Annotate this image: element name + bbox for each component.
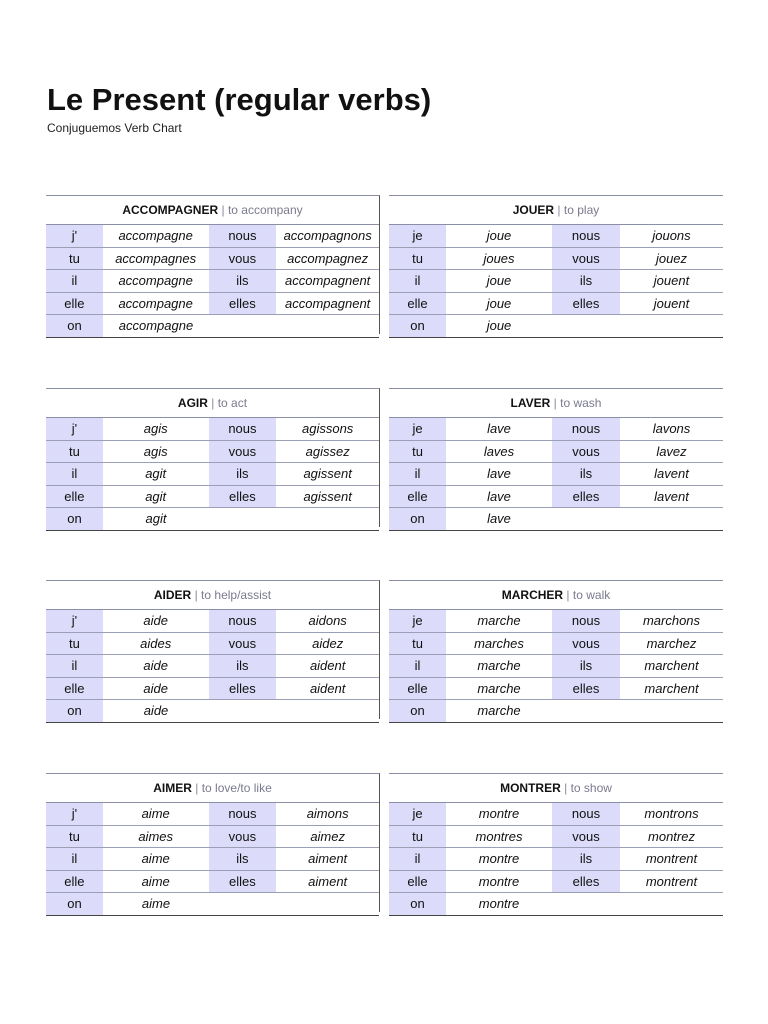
verb-meaning: to accompany bbox=[227, 203, 303, 217]
pronoun-singular: j' bbox=[46, 610, 103, 632]
conjugation-plural: marchent bbox=[644, 680, 699, 696]
conjugation-row bbox=[46, 508, 379, 531]
conjugation-plural: aimons bbox=[306, 806, 349, 822]
pronoun-singular: tu bbox=[389, 248, 446, 270]
conjugation-singular: aime bbox=[141, 896, 171, 912]
conjugation-singular: lave bbox=[487, 466, 511, 482]
conjugation-plural: montrons bbox=[644, 806, 699, 822]
empty-cell bbox=[209, 700, 379, 722]
pronoun-plural: vous bbox=[209, 633, 277, 655]
conjugation-plural: agissez bbox=[305, 443, 350, 459]
verb-table-aider bbox=[46, 580, 380, 719]
conjugation-row bbox=[46, 486, 379, 509]
pronoun-plural: nous bbox=[552, 610, 620, 632]
conjugation-singular: marche bbox=[477, 680, 521, 696]
pronoun-singular: tu bbox=[46, 826, 103, 848]
pronoun-plural: elles bbox=[552, 293, 620, 315]
verb-table-header bbox=[46, 581, 379, 610]
pronoun-singular: tu bbox=[46, 441, 103, 463]
empty-cell bbox=[209, 508, 379, 530]
conjugation-singular: lave bbox=[487, 488, 511, 504]
empty-cell bbox=[552, 700, 723, 722]
conjugation-singular: montre bbox=[478, 806, 520, 822]
conjugation-plural: aidons bbox=[308, 613, 347, 629]
conjugation-singular: marche bbox=[477, 703, 521, 719]
verb-infinitive: JOUER bbox=[512, 203, 555, 217]
conjugation-row bbox=[389, 248, 723, 271]
verb-separator: | bbox=[221, 203, 225, 217]
conjugation-row bbox=[46, 678, 379, 701]
empty-cell bbox=[209, 315, 379, 337]
conjugation-singular: accompagne bbox=[118, 295, 193, 311]
page-title: Le Present (regular verbs) bbox=[47, 82, 432, 117]
pronoun-singular: j' bbox=[46, 803, 103, 825]
verb-separator: | bbox=[557, 203, 561, 217]
pronoun-singular: on bbox=[46, 700, 103, 722]
conjugation-singular: lave bbox=[487, 511, 511, 527]
conjugation-singular: marche bbox=[477, 613, 521, 629]
conjugation-row bbox=[46, 463, 379, 486]
pronoun-plural: nous bbox=[552, 418, 620, 440]
conjugation-singular: agit bbox=[145, 466, 167, 482]
conjugation-singular: joue bbox=[486, 228, 512, 244]
conjugation-plural: jouent bbox=[653, 295, 690, 311]
conjugation-row bbox=[389, 871, 723, 894]
pronoun-plural: elles bbox=[209, 871, 277, 893]
conjugation-row bbox=[389, 270, 723, 293]
conjugation-row bbox=[389, 508, 723, 531]
verb-table-montrer bbox=[389, 773, 723, 912]
conjugation-row bbox=[46, 248, 379, 271]
conjugation-row bbox=[389, 418, 723, 441]
conjugation-row bbox=[46, 803, 379, 826]
conjugation-singular: joue bbox=[486, 273, 512, 289]
conjugation-singular: aime bbox=[141, 851, 170, 867]
conjugation-row bbox=[46, 418, 379, 441]
verb-separator: | bbox=[564, 781, 568, 795]
conjugation-singular: aide bbox=[143, 680, 168, 696]
pronoun-plural: nous bbox=[209, 803, 277, 825]
conjugation-plural: accompagnez bbox=[287, 250, 369, 266]
conjugation-plural: lavent bbox=[654, 466, 689, 482]
conjugation-row bbox=[389, 826, 723, 849]
pronoun-singular: on bbox=[46, 315, 103, 337]
conjugation-singular: accompagne bbox=[118, 228, 193, 244]
conjugation-plural: lavent bbox=[654, 488, 689, 504]
verb-separator: | bbox=[195, 781, 199, 795]
pronoun-plural: vous bbox=[552, 441, 620, 463]
verb-table-header bbox=[389, 196, 723, 225]
conjugation-singular: aides bbox=[140, 635, 172, 651]
pronoun-plural: vous bbox=[209, 441, 277, 463]
pronoun-singular: elle bbox=[46, 678, 103, 700]
pronoun-plural: vous bbox=[552, 248, 620, 270]
pronoun-singular: je bbox=[389, 418, 446, 440]
pronoun-plural: elles bbox=[209, 678, 277, 700]
conjugation-singular: agit bbox=[145, 511, 167, 527]
verb-infinitive: LAVER bbox=[510, 396, 551, 410]
conjugation-row bbox=[46, 610, 379, 633]
pronoun-singular: il bbox=[46, 655, 103, 677]
empty-cell bbox=[209, 893, 379, 915]
pronoun-singular: tu bbox=[389, 826, 446, 848]
pronoun-plural: elles bbox=[552, 678, 620, 700]
conjugation-plural: montrez bbox=[648, 828, 695, 844]
conjugation-row bbox=[46, 655, 379, 678]
conjugation-plural: jouent bbox=[653, 273, 690, 289]
conjugation-row bbox=[389, 678, 723, 701]
pronoun-plural: elles bbox=[209, 293, 277, 315]
pronoun-singular: j' bbox=[46, 418, 103, 440]
verb-meaning: to wash bbox=[560, 396, 602, 410]
conjugation-plural: lavez bbox=[656, 443, 687, 459]
verb-table-header bbox=[389, 389, 723, 418]
verb-table-aimer bbox=[46, 773, 380, 912]
pronoun-singular: on bbox=[389, 700, 446, 722]
pronoun-plural: nous bbox=[552, 225, 620, 247]
pronoun-plural: ils bbox=[209, 463, 277, 485]
verb-table-laver bbox=[389, 388, 723, 527]
conjugation-row bbox=[46, 270, 379, 293]
conjugation-row bbox=[46, 293, 379, 316]
verb-meaning: to love/to like bbox=[201, 781, 272, 795]
conjugation-singular: joues bbox=[483, 250, 515, 266]
conjugation-row bbox=[46, 700, 379, 723]
pronoun-singular: elle bbox=[46, 486, 103, 508]
conjugation-row bbox=[389, 803, 723, 826]
conjugation-plural: marchent bbox=[644, 658, 699, 674]
pronoun-singular: je bbox=[389, 610, 446, 632]
pronoun-plural: nous bbox=[209, 610, 277, 632]
pronoun-plural: vous bbox=[552, 826, 620, 848]
conjugation-row bbox=[389, 315, 723, 338]
pronoun-plural: ils bbox=[552, 848, 620, 870]
pronoun-singular: elle bbox=[389, 678, 446, 700]
conjugation-singular: aime bbox=[141, 806, 170, 822]
conjugation-row bbox=[389, 893, 723, 916]
verb-meaning: to show bbox=[570, 781, 612, 795]
verb-meaning: to act bbox=[217, 396, 248, 410]
conjugation-plural: aident bbox=[309, 658, 346, 674]
verb-table-accompagner bbox=[46, 195, 380, 334]
pronoun-plural: elles bbox=[209, 486, 277, 508]
conjugation-singular: montre bbox=[478, 873, 520, 889]
conjugation-plural: lavons bbox=[652, 421, 691, 437]
conjugation-plural: jouez bbox=[655, 250, 688, 266]
conjugation-row bbox=[389, 700, 723, 723]
conjugation-plural: montrent bbox=[645, 873, 698, 889]
conjugation-plural: agissons bbox=[302, 421, 354, 437]
conjugation-plural: aident bbox=[309, 680, 346, 696]
pronoun-singular: elle bbox=[389, 486, 446, 508]
pronoun-plural: ils bbox=[552, 270, 620, 292]
conjugation-singular: joue bbox=[486, 295, 512, 311]
conjugation-row bbox=[46, 225, 379, 248]
pronoun-singular: il bbox=[389, 848, 446, 870]
conjugation-plural: accompagnons bbox=[283, 228, 372, 244]
verb-infinitive: ACCOMPAGNER bbox=[122, 203, 219, 217]
conjugation-plural: aiment bbox=[308, 873, 348, 889]
verb-table-marcher bbox=[389, 580, 723, 719]
conjugation-plural: accompagnent bbox=[285, 273, 371, 289]
verb-table-header bbox=[46, 389, 379, 418]
conjugation-singular: agis bbox=[143, 443, 168, 459]
conjugation-row bbox=[46, 315, 379, 338]
conjugation-singular: aide bbox=[143, 658, 168, 674]
conjugation-singular: agit bbox=[145, 488, 167, 504]
pronoun-singular: elle bbox=[389, 293, 446, 315]
pronoun-plural: nous bbox=[209, 225, 277, 247]
conjugation-row bbox=[389, 486, 723, 509]
verb-separator: | bbox=[194, 588, 198, 602]
conjugation-plural: accompagnent bbox=[285, 295, 371, 311]
conjugation-singular: montres bbox=[475, 828, 523, 844]
pronoun-singular: on bbox=[46, 508, 103, 530]
conjugation-singular: montre bbox=[478, 851, 520, 867]
conjugation-singular: aide bbox=[143, 703, 169, 719]
conjugation-singular: marche bbox=[477, 658, 521, 674]
conjugation-plural: marchez bbox=[646, 635, 697, 651]
verb-table-header bbox=[389, 774, 723, 803]
pronoun-plural: ils bbox=[209, 848, 277, 870]
conjugation-plural: montrent bbox=[645, 851, 698, 867]
conjugation-plural: agissent bbox=[303, 466, 352, 482]
conjugation-plural: agissent bbox=[303, 488, 352, 504]
conjugation-row bbox=[46, 633, 379, 656]
conjugation-singular: aimes bbox=[138, 828, 174, 844]
verb-separator: | bbox=[211, 396, 215, 410]
verb-table-header bbox=[389, 581, 723, 610]
conjugation-singular: lave bbox=[487, 421, 511, 437]
conjugation-singular: aime bbox=[141, 873, 170, 889]
pronoun-singular: tu bbox=[46, 248, 103, 270]
pronoun-plural: nous bbox=[552, 803, 620, 825]
empty-cell bbox=[552, 315, 723, 337]
verb-infinitive: AIDER bbox=[153, 588, 192, 602]
pronoun-singular: il bbox=[389, 655, 446, 677]
pronoun-singular: il bbox=[46, 463, 103, 485]
conjugation-row bbox=[46, 893, 379, 916]
conjugation-row bbox=[46, 848, 379, 871]
verb-meaning: to help/assist bbox=[201, 588, 272, 602]
pronoun-singular: elle bbox=[46, 871, 103, 893]
conjugation-plural: marchons bbox=[642, 613, 701, 629]
conjugation-singular: montre bbox=[478, 896, 520, 912]
verb-table-jouer bbox=[389, 195, 723, 334]
pronoun-plural: ils bbox=[209, 655, 277, 677]
pronoun-plural: nous bbox=[209, 418, 277, 440]
pronoun-singular: il bbox=[389, 270, 446, 292]
pronoun-singular: tu bbox=[389, 441, 446, 463]
conjugation-singular: joue bbox=[486, 318, 512, 334]
pronoun-singular: on bbox=[389, 893, 446, 915]
empty-cell bbox=[552, 893, 723, 915]
conjugation-row bbox=[389, 463, 723, 486]
pronoun-plural: vous bbox=[209, 248, 277, 270]
conjugation-row bbox=[389, 441, 723, 464]
conjugation-singular: accompagne bbox=[118, 273, 193, 289]
conjugation-row bbox=[389, 610, 723, 633]
pronoun-singular: on bbox=[389, 508, 446, 530]
conjugation-singular: accompagnes bbox=[115, 250, 197, 266]
pronoun-plural: elles bbox=[552, 871, 620, 893]
verb-infinitive: AIMER bbox=[153, 781, 192, 795]
conjugation-singular: accompagne bbox=[118, 318, 194, 334]
pronoun-plural: vous bbox=[209, 826, 277, 848]
verb-table-header bbox=[46, 196, 379, 225]
conjugation-plural: aimez bbox=[310, 828, 345, 844]
conjugation-row bbox=[389, 225, 723, 248]
conjugation-singular: agis bbox=[143, 421, 168, 437]
conjugation-plural: jouons bbox=[652, 228, 691, 244]
pronoun-singular: on bbox=[46, 893, 103, 915]
verb-infinitive: MONTRER bbox=[500, 781, 561, 795]
conjugation-row bbox=[389, 655, 723, 678]
pronoun-plural: elles bbox=[552, 486, 620, 508]
conjugation-singular: aide bbox=[143, 613, 168, 629]
conjugation-plural: aidez bbox=[312, 635, 344, 651]
verb-infinitive: AGIR bbox=[177, 396, 208, 410]
empty-cell bbox=[552, 508, 723, 530]
pronoun-singular: je bbox=[389, 225, 446, 247]
pronoun-singular: tu bbox=[389, 633, 446, 655]
conjugation-singular: laves bbox=[483, 443, 515, 459]
pronoun-plural: ils bbox=[552, 655, 620, 677]
verb-separator: | bbox=[566, 588, 570, 602]
verb-meaning: to walk bbox=[572, 588, 611, 602]
pronoun-singular: elle bbox=[46, 293, 103, 315]
pronoun-plural: ils bbox=[552, 463, 620, 485]
conjugation-row bbox=[389, 633, 723, 656]
conjugation-singular: marches bbox=[474, 635, 524, 651]
verb-table-agir bbox=[46, 388, 380, 527]
pronoun-singular: il bbox=[46, 270, 103, 292]
verb-table-header bbox=[46, 774, 379, 803]
pronoun-singular: il bbox=[46, 848, 103, 870]
conjugation-row bbox=[46, 871, 379, 894]
pronoun-singular: tu bbox=[46, 633, 103, 655]
verb-infinitive: MARCHER bbox=[501, 588, 564, 602]
conjugation-row bbox=[389, 293, 723, 316]
pronoun-plural: vous bbox=[552, 633, 620, 655]
pronoun-singular: on bbox=[389, 315, 446, 337]
page-subtitle: Conjuguemos Verb Chart bbox=[47, 121, 182, 135]
pronoun-singular: je bbox=[389, 803, 446, 825]
verb-separator: | bbox=[553, 396, 557, 410]
conjugation-row bbox=[46, 826, 379, 849]
conjugation-row bbox=[46, 441, 379, 464]
pronoun-singular: il bbox=[389, 463, 446, 485]
pronoun-plural: ils bbox=[209, 270, 277, 292]
conjugation-plural: aiment bbox=[308, 851, 348, 867]
conjugation-row bbox=[389, 848, 723, 871]
pronoun-singular: j' bbox=[46, 225, 103, 247]
verb-meaning: to play bbox=[563, 203, 600, 217]
pronoun-singular: elle bbox=[389, 871, 446, 893]
